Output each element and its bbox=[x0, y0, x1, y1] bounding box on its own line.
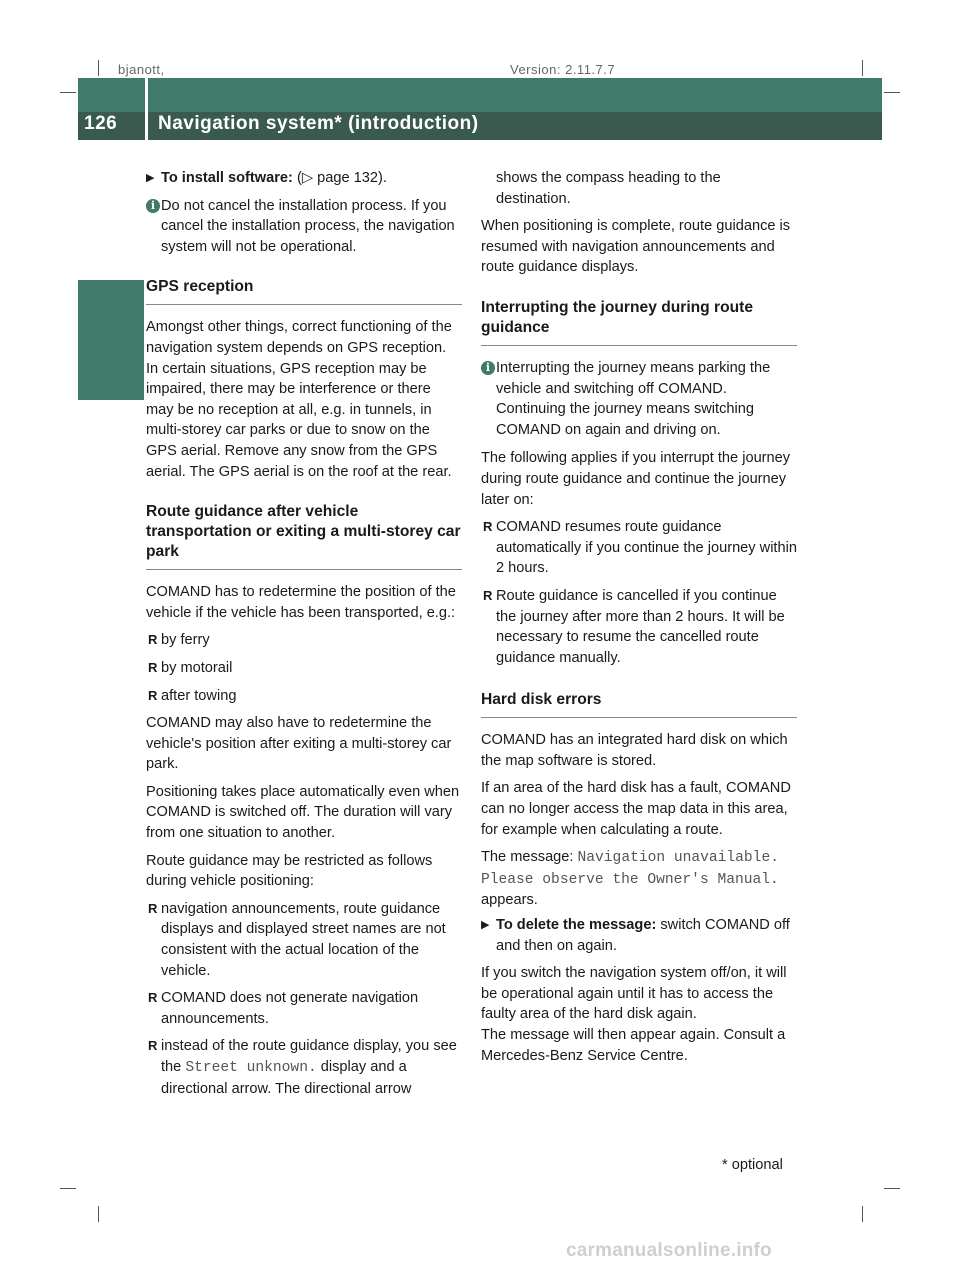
install-label: To install software: bbox=[161, 170, 293, 186]
arrow-icon: ▶ bbox=[481, 919, 490, 932]
paragraph-switch: If you switch the navigation system off/on, it will be operational again until it has to access the faulty area of the hard disk again. bbox=[481, 965, 787, 1023]
delete-label: To delete the message: bbox=[496, 917, 657, 934]
crop-mark bbox=[884, 92, 900, 93]
install-instruction bbox=[146, 168, 462, 189]
delete-instruction bbox=[481, 915, 797, 956]
watermark: carmanualsonline.info bbox=[566, 1240, 772, 1261]
left-column bbox=[146, 168, 462, 1106]
paragraph-hdd: COMAND has an integrated hard disk on which the map software is stored. bbox=[481, 732, 788, 769]
right-column bbox=[481, 168, 797, 1073]
display-message: Please observe the Owner's Manual. bbox=[481, 871, 779, 888]
crop-mark bbox=[884, 1188, 900, 1189]
install-ref: (▷ page 132). bbox=[292, 170, 387, 186]
list-item: R by motorail bbox=[146, 658, 462, 679]
section-heading-hdd: Hard disk errors bbox=[481, 690, 797, 718]
paragraph-positioning: Positioning takes place automatically even when COMAND is switched off. The duration will vary from one situation to another. bbox=[146, 783, 460, 842]
delete-text: switch COMAND off and then on again. bbox=[496, 917, 790, 954]
footnote: * optional bbox=[722, 1157, 783, 1173]
restriction-text-pre: instead of the route guidance display, you see the bbox=[161, 1038, 457, 1075]
info-note-install bbox=[146, 196, 462, 258]
crop-mark bbox=[98, 1206, 99, 1222]
paragraph-complete: When positioning is complete, route guidance is resumed with navigation announcements and route guidance displays. bbox=[481, 218, 791, 276]
paragraph-appear: The message will then appear again. Consult a Mercedes-Benz Service Centre. bbox=[481, 1027, 786, 1064]
section-heading-route: Route guidance after vehicle transportation or exiting a multi-storey car park bbox=[146, 502, 462, 570]
list-item: R COMAND does not generate navigation announcements. bbox=[146, 988, 462, 1029]
paragraph-following: The following applies if you interrupt the journey during route guidance and continue the journey later on: bbox=[481, 450, 791, 508]
display-message: Navigation unavailable. bbox=[577, 850, 779, 867]
restriction-text-post: display and a directional arrow. The directional arrow bbox=[161, 1059, 412, 1097]
list-item: R after towing bbox=[146, 686, 462, 707]
section-heading-gps: GPS reception bbox=[146, 277, 462, 305]
info-note-interrupt bbox=[481, 358, 797, 440]
section-heading-interrupt: Interrupting the journey during route guidance bbox=[481, 298, 797, 346]
page-title: Navigation system* (introduction) bbox=[158, 113, 479, 134]
info-note-text: Do not cancel the installation process. If you cancel the installation process, the navigation system will not be operational. bbox=[161, 197, 455, 255]
page-number: 126 bbox=[84, 113, 118, 134]
crop-mark bbox=[60, 1188, 76, 1189]
header-divider bbox=[145, 78, 148, 140]
paragraph-fault: If an area of the hard disk has a fault, COMAND can no longer access the map data in this area, for example when calculating a route. bbox=[481, 780, 791, 838]
paragraph-redetermine: COMAND may also have to redetermine the vehicle's position after exiting a multi-storey car park. bbox=[146, 715, 452, 773]
paragraph-message bbox=[481, 847, 797, 911]
header-accent bbox=[78, 78, 882, 112]
crop-mark bbox=[98, 60, 99, 76]
list-item bbox=[146, 1036, 462, 1099]
side-tab-label: COMAND bbox=[87, 290, 113, 400]
display-message: Street unknown. bbox=[185, 1060, 317, 1076]
message-text-pre: The message: bbox=[481, 849, 578, 866]
list-item: R navigation announcements, route guidance displays and displayed street names are not consistent with the actual location of the vehicle. bbox=[146, 899, 462, 981]
arrow-icon: ▶ bbox=[146, 172, 155, 184]
list-item: R COMAND resumes route guidance automatically if you continue the journey within 2 hours. bbox=[481, 517, 797, 579]
author-meta: bjanott, bbox=[118, 62, 165, 77]
list-item: R by ferry bbox=[146, 630, 462, 651]
info-note-text: Interrupting the journey means parking the vehicle and switching off COMAND. Continuing the journey means switching COMAND on again and driving on. bbox=[496, 359, 771, 438]
crop-mark bbox=[862, 1206, 863, 1222]
info-icon: i bbox=[481, 361, 495, 375]
crop-mark bbox=[60, 92, 76, 93]
message-text-post: appears. bbox=[481, 892, 538, 909]
paragraph-route: COMAND has to redetermine the position of the vehicle if the vehicle has been transported, e.g.: bbox=[146, 584, 456, 621]
paragraph-continued: shows the compass heading to the destination. bbox=[496, 170, 721, 207]
paragraph-restricted: Route guidance may be restricted as follows during vehicle positioning: bbox=[146, 852, 433, 890]
paragraph-gps: Amongst other things, correct functioning of the navigation system depends on GPS reception. In certain situations, GPS reception may be impaired, there may be interference or there may be no reception at all, e.g. in tunnels, in multi-storey car parks or due to snow on the GPS aerial. Remove any snow from the GPS aerial. The GPS aerial is on the roof at the rear. bbox=[146, 319, 452, 480]
list-item: R Route guidance is cancelled if you continue the journey after more than 2 hours. It will be necessary to resume the cancelled route guidance manually. bbox=[481, 586, 797, 668]
info-icon: i bbox=[146, 199, 160, 213]
version-meta: Version: 2.11.7.7 bbox=[510, 62, 616, 77]
crop-mark bbox=[862, 60, 863, 76]
